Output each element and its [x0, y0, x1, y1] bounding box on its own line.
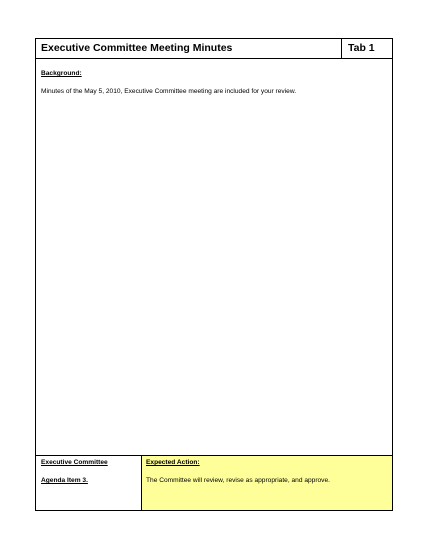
- background-text: Minutes of the May 5, 2010, Executive Committee meeting are included for your review.: [41, 88, 297, 95]
- expected-action-heading: Expected Action:: [146, 459, 200, 466]
- tab-divider: [341, 39, 342, 58]
- page-title: Executive Committee Meeting Minutes: [41, 42, 233, 54]
- expected-action-cell: [142, 456, 392, 510]
- header-row: [36, 39, 392, 59]
- document-frame: [35, 38, 393, 511]
- background-section: [36, 59, 392, 456]
- agenda-cell: [36, 456, 142, 510]
- agenda-item-label: Agenda Item 3.: [41, 477, 88, 484]
- background-heading: Background:: [41, 70, 82, 77]
- expected-action-text: The Committee will review, revise as appropriate, and approve.: [146, 477, 330, 484]
- committee-label: Executive Committee: [41, 459, 108, 466]
- tab-label: Tab 1: [348, 42, 375, 54]
- footer-row: [36, 456, 392, 510]
